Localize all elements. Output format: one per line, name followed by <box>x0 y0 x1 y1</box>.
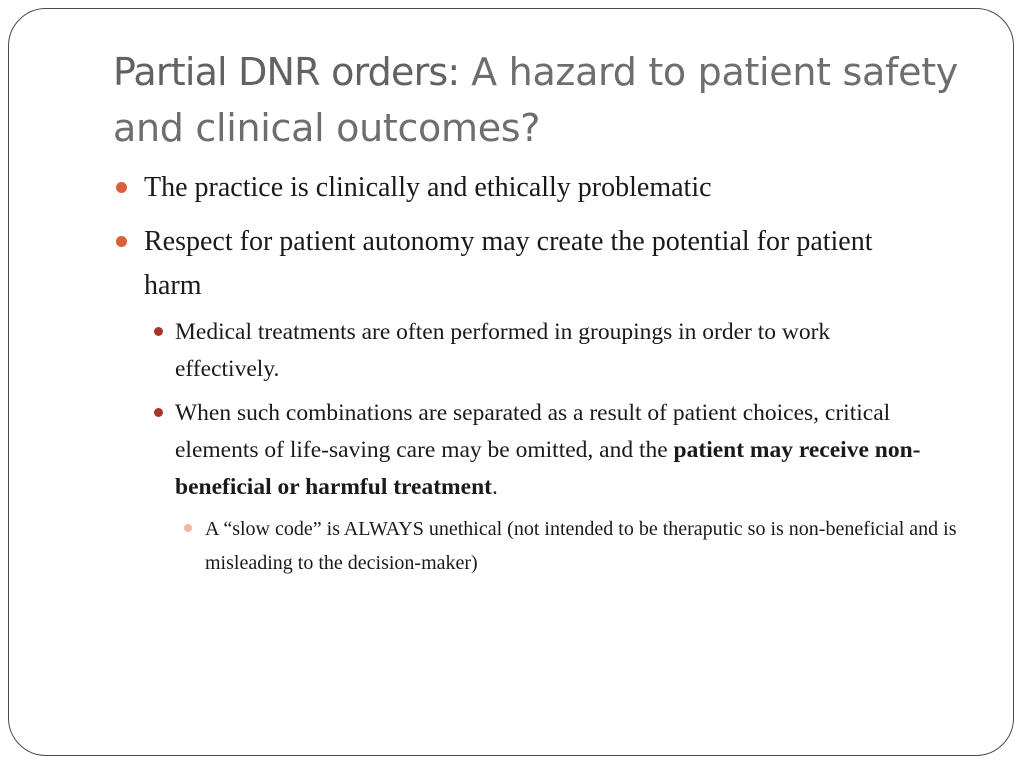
title-rest: A hazard to patient safety and clinical outcomes? <box>113 50 958 150</box>
bullet-text-2: Respect for patient autonomy may create the potential for patient harm <box>144 226 873 301</box>
sub-bullet-dot-1 <box>154 327 163 336</box>
subsub-bullet-dot-1 <box>184 524 192 532</box>
title-lead: Partial DNR orders: <box>113 50 460 94</box>
sub-bullet-text-2 <box>175 395 960 506</box>
subsub-bullet-text-1: A “slow code” is ALWAYS unethical (not intended to be theraputic so is non-beneficial and is misleading to the decision-maker) <box>205 518 957 574</box>
bullet-dot-1 <box>116 182 127 193</box>
bullet-text-1: The practice is clinically and ethically problematic <box>144 172 712 203</box>
sub-bullet-text-2-pre: When such combinations are separated as a result of patient choices, critical elements of life-saving care may be omitted, and the <box>175 400 891 463</box>
bullet-dot-2 <box>116 236 127 247</box>
sub-bullet-text-1: Medical treatments are often performed in groupings in order to work effectively. <box>175 319 831 382</box>
sub-bullet-text-2-bold: patient may receive non-beneficial or harmful treatment <box>175 437 921 500</box>
sub-bullet-dot-2 <box>154 408 163 417</box>
sub-bullet-text-2-post: . <box>491 474 498 500</box>
